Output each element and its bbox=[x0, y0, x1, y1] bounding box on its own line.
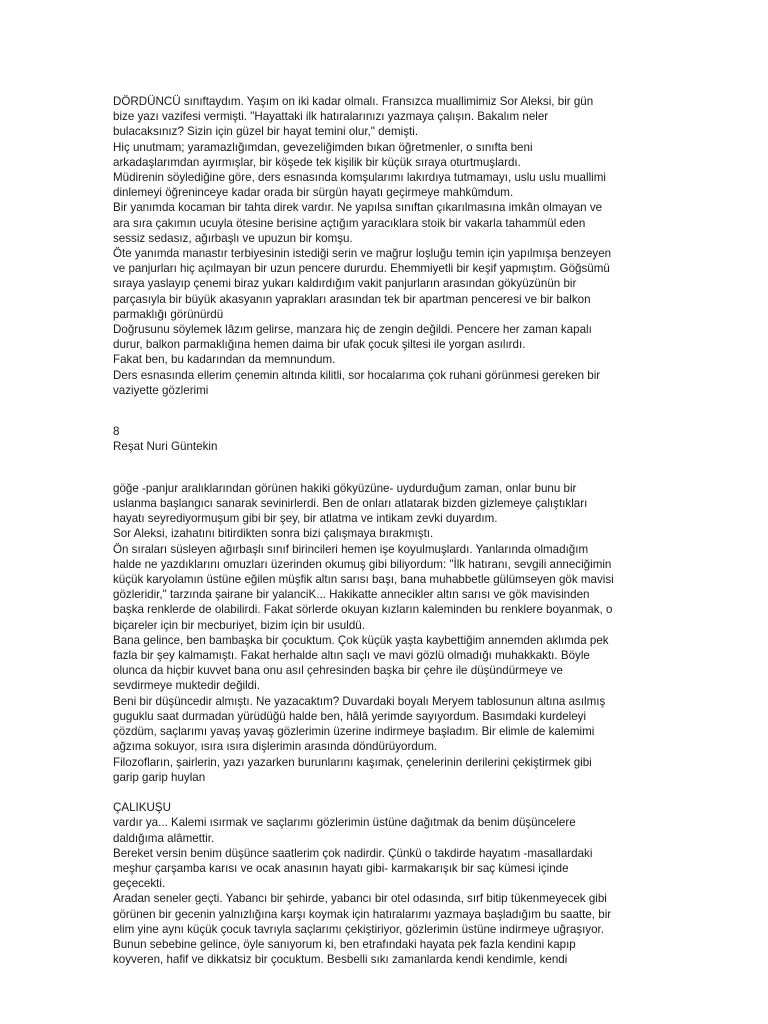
text-line: Beni bir düşüncedir almıştı. Ne yazacaktım? Duvardaki boyalı Meryem tablosunun altına asılmış bbox=[113, 694, 606, 708]
text-line: görünen bir gecenin yalnızlığına karşı koymak için hatıralarımı yazmaya başladığım bu saatte, bir bbox=[113, 907, 612, 921]
text-line: biçareler için bir mecburiyet, bizim için bir usuldü. bbox=[113, 618, 365, 632]
spacer bbox=[113, 409, 658, 424]
text-line: halde ne yazdıklarını omuzları üzerinden okumuş gibi biliyordum: "İlk hatıranı, sevgili anneciğimin bbox=[113, 557, 612, 571]
page-number: 8 bbox=[113, 425, 120, 439]
text-line: küçük karyolamın üstüne eğilen müşfik altın sarısı başı, bana muhabbetle gülümseyen gök mavisi bbox=[113, 573, 614, 587]
spacer bbox=[113, 398, 658, 409]
text-line: dinlemeyi öğreninceye kadar orada bir sürgün hayatı geçirmeye mahkûmdum. bbox=[113, 186, 514, 200]
text-line: Filozofların, şairlerin, yazı yazarken burunlarını kaşımak, çenelerinin derilerini çekiştirmek gibi bbox=[113, 755, 592, 769]
text-line: hayatı seyrediyormuşum gibi bir şey, bir atlatma ve intikam zevki duyardım. bbox=[113, 512, 498, 526]
text-line: uslanma başlangıcı sanarak sevinirlerdi. Ben de onları atlatarak bizden gizlemeye çalıştıkları bbox=[113, 497, 588, 511]
text-line: ve panjurları hiç açılmayan bir uzun pencere dururdu. Ehemmiyetli bir keşif yapmıştım. Göğsümü bbox=[113, 262, 610, 276]
text-line: ara sıra çakımın ucuyla ötesine berisine açtığım yaracıklara stoik bir vakarla tahammül eden bbox=[113, 216, 586, 230]
text-line: meşhur çarşamba karısı ve ocak anasının hayatı gibi- karmakarışık bir saç kümesi içinde bbox=[113, 861, 569, 875]
author-name: Reşat Nuri Güntekin bbox=[113, 440, 218, 454]
paragraph-block-2 bbox=[113, 481, 658, 785]
spacer bbox=[113, 470, 658, 481]
text-line: garip garip huylan bbox=[113, 770, 206, 784]
text-line: olunca da hiçbir kuvvet bana onu asıl çehresinden başka bir çehre ile düşündürmeye ve bbox=[113, 664, 563, 678]
text-line: göğe -panjur aralıklarından görünen hakiki gökyüzüne- uydurduğum zaman, onlar bunu bir bbox=[113, 481, 577, 495]
text-line: parçasıyla bir büyük akasyanın yaprakları arasından tek bir apartman penceresi ve bir balkon bbox=[113, 292, 591, 306]
text-line: elim yine aynı küçük çocuk tavrıyla saçlarımı çekiştiriyor, gözlerimin üstüne indirmeye uğraşıyor. bbox=[113, 922, 604, 936]
paragraph-block-3 bbox=[113, 815, 658, 967]
paragraph-block-1 bbox=[113, 94, 658, 398]
text-line: sıraya yaslayıp çenemi biraz yukarı kaldırdığım vakit panjurların arasından gökyüzünün bir bbox=[113, 277, 577, 291]
text-line: guguklu saat durmadan yürüdüğü halde ben, hâlâ yerimde sayıyordum. Basımdaki kurdeleyi bbox=[113, 709, 587, 723]
text-line: gözleridir," tarzında şairane bir yalanciK... Hakikatte annecikler altın sarısı ve gök mavisinden bbox=[113, 588, 590, 602]
spacer bbox=[113, 785, 658, 800]
text-line: Aradan seneler geçti. Yabancı bir şehirde, yabancı bir otel odasında, sırf bitip tükenmeyecek gibi bbox=[113, 892, 607, 906]
text-line: Bunun sebebine gelince, öyle sanıyorum ki, ben etrafındaki hayata pek fazla kendini kapıp bbox=[113, 937, 576, 951]
text-line: sessiz sedasız, ağırbaşlı ve upuzun bir komşu. bbox=[113, 231, 353, 245]
text-line: Bir yanımda kocaman bir tahta direk vardır. Ne yapılsa sınıftan çıkarılmasına imkân olmayan ve bbox=[113, 201, 603, 215]
running-title bbox=[113, 800, 658, 815]
text-line: daldığıma alâmettir. bbox=[113, 831, 215, 845]
text-line: vardır ya... Kalemi ısırmak ve saçlarımı gözlerimin üstüne dağıtmak da benim düşüncelere bbox=[113, 816, 576, 830]
text-line: Müdirenin söylediğine göre, ders esnasında komşularımı lakırdıya tutmamayı, uslu uslu muallimi bbox=[113, 171, 606, 185]
text-line: parmaklığı görünürdü bbox=[113, 307, 224, 321]
text-line: geçecekti. bbox=[113, 877, 166, 891]
text-line: Öte yanımda manastır terbiyesinin istediği serin ve mağrur loşluğu temin için yapılmışa benzeyen bbox=[113, 247, 612, 261]
text-line: DÖRDÜNCÜ sınıftaydım. Yaşım on iki kadar olmalı. Fransızca muallimimiz Sor Aleksi, bir gün bbox=[113, 95, 594, 108]
text-line: koyveren, hafif ve dikkatsiz bir çocuktum. Besbelli sıkı zamanlarda kendi kendimle, kendi bbox=[113, 953, 568, 967]
text-line: Sor Aleksi, izahatını bitirdikten sonra bizi çalışmaya bırakmıştı. bbox=[113, 527, 434, 541]
text-line: Ön sıraları süsleyen ağırbaşlı sınıf birincileri hemen işe koyulmuşlardı. Yanlarında olmadığım bbox=[113, 542, 589, 556]
document-page bbox=[113, 94, 658, 967]
text-line: ağzıma sokuyor, ısıra ısıra dişlerimin arasında döndürüyordum. bbox=[113, 740, 438, 754]
text-line: Hiç unutmam; yaramazlığımdan, gevezeliğimden bıkan öğretmenler, o sınıfta beni bbox=[113, 140, 533, 154]
text-line: fazla bir şey kalmamıştı. Fakat herhalde altın saçlı ve mavi gözlü olmadığı muhakkaktı. Böyle bbox=[113, 649, 590, 663]
text-line: durur, balkon parmaklığına hemen daima bir ufak çocuk şiltesi ile yorgan asılırdı. bbox=[113, 338, 526, 352]
text-line: sevdirmeye muktedir değildi. bbox=[113, 679, 260, 693]
book-title: ÇALIKUŞU bbox=[113, 801, 171, 815]
text-line: arkadaşlarımdan ayırmışlar, bir köşede tek kişilik bir küçük sıraya oturtmuşlardı. bbox=[113, 155, 521, 169]
text-line: bulacaksınız? Sizin için güzel bir hayat temini olur," demişti. bbox=[113, 125, 419, 139]
spacer bbox=[113, 455, 658, 470]
text-line: Bereket versin benim düşünce saatlerim çok nadirdir. Çünkü o takdirde hayatım -masallardaki bbox=[113, 846, 593, 860]
text-line: Doğrusunu söylemek lâzım gelirse, manzara hiç de zengin değildi. Pencere her zaman kapalı bbox=[113, 323, 592, 337]
text-line: vaziyette gözlerimi bbox=[113, 383, 209, 397]
text-line: bize yazı vazifesi vermişti. "Hayattaki ilk hatıralarınızı yazmaya çalışın. Bakalım neler bbox=[113, 110, 549, 124]
text-line: başka renklerde de olabilirdi. Fakat sörlerde okuyan kızların kaleminden bu renklere boyanmak, o bbox=[113, 603, 613, 617]
text-line: Ders esnasında ellerim çenemin altında kilitli, sor hocalarıma çok ruhani görünmesi gereken bir bbox=[113, 368, 601, 382]
running-header bbox=[113, 424, 658, 454]
text-line: Fakat ben, bu kadarından da memnundum. bbox=[113, 353, 336, 367]
text-line: Bana gelince, ben bambaşka bir çocuktum. Çok küçük yaşta kaybettiğim annemden aklımda pek bbox=[113, 633, 609, 647]
text-line: çözdüm, saçlarımı yavaş yavaş gözlerimin üzerine indirmeye başladım. Bir elimle de kalemimi bbox=[113, 725, 595, 739]
